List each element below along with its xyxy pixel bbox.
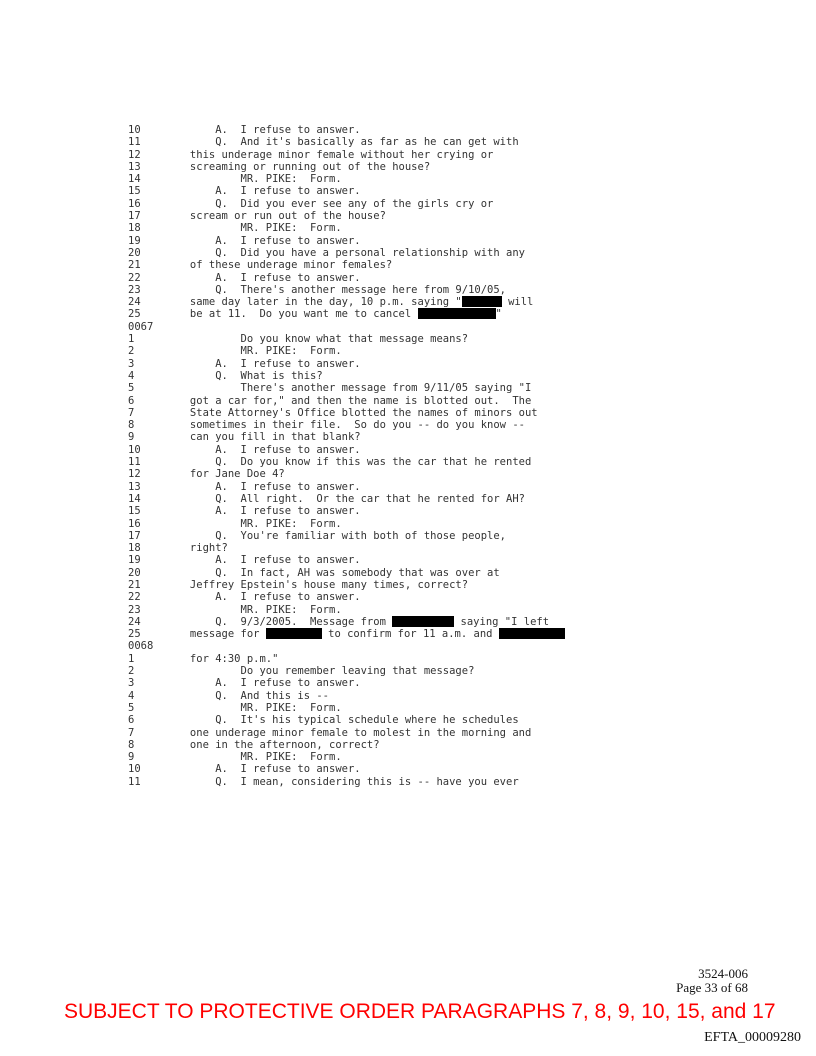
line-number: 19 [128,234,141,247]
line-text: There's another message from 9/11/05 saying "I [152,382,532,395]
transcript-line [128,272,728,284]
transcript-line [128,321,728,333]
transcript-line [128,296,728,308]
transcript-line [128,616,728,628]
transcript-line [128,395,728,407]
line-number: 10 [128,124,141,136]
line-text: Jeffrey Epstein's house many times, correct? [152,578,469,591]
line-number: 12 [128,468,141,481]
line-number: 25 [128,308,141,321]
line-number: 8 [128,738,135,751]
redaction-box [392,616,454,627]
line-text-continued: " [495,308,502,321]
transcript-line [128,702,728,714]
line-number: 17 [128,210,141,223]
bates-number: EFTA_00009280 [704,1030,801,1045]
transcript-line [128,259,728,271]
transcript-line [128,161,728,173]
line-text: Q. There's another message here from 9/10/05, [152,283,507,296]
transcript-line [128,530,728,542]
transcript-line [128,751,728,763]
transcript-line [128,567,728,579]
line-text: for 4:30 p.m." [152,652,279,665]
transcript-line [128,579,728,591]
line-number: 1 [128,652,135,665]
line-number: 24 [128,296,141,309]
line-text-continued: saying "I left [454,615,550,628]
line-number: 1 [128,333,135,346]
line-number: 6 [128,394,135,407]
transcript-line [128,358,728,370]
transcript-line [128,628,728,640]
line-text-continued: will [501,296,534,309]
line-text: one underage minor female to molest in the morning and [152,726,532,739]
transcript-line [128,431,728,443]
line-number: 9 [128,431,135,444]
line-text: A. I refuse to answer. [152,443,361,456]
transcript-line [128,640,728,652]
line-number: 16 [128,197,141,210]
line-number: 10 [128,763,141,776]
line-number: 20 [128,566,141,579]
line-number: 8 [128,419,135,432]
transcript-line [128,665,728,677]
transcript-line [128,284,728,296]
line-text: A. I refuse to answer. [152,185,361,198]
line-text: A. I refuse to answer. [152,357,361,370]
line-number: 21 [128,578,141,591]
line-number: 4 [128,689,135,702]
line-text: got a car for," and then the name is blotted out. The [152,394,532,407]
redaction-box [499,628,565,639]
line-text: can you fill in that blank? [152,431,361,444]
line-text: Q. 9/3/2005. Message from [152,615,393,628]
line-text-continued: to confirm for 11 a.m. and [321,628,499,641]
line-number: 5 [128,701,135,714]
transcript-line [128,382,728,394]
line-number: 22 [128,591,141,604]
line-number: 10 [128,443,141,456]
transcript-line [128,518,728,530]
line-text: this underage minor female without her crying or [152,148,494,161]
line-text: A. I refuse to answer. [152,234,361,247]
line-text: MR. PIKE: Form. [152,173,342,186]
transcript-line [128,185,728,197]
transcript-line [128,333,728,345]
line-number: 4 [128,369,135,382]
transcript-line [128,776,728,788]
transcript-line [128,247,728,259]
line-number: 3 [128,677,135,690]
transcript-line [128,727,728,739]
transcript-line [128,468,728,480]
redaction-box [462,296,502,307]
line-text: Do you know what that message means? [152,333,469,346]
transcript-line [128,505,728,517]
line-number: 18 [128,222,141,235]
document-id-block [676,967,748,995]
line-text: MR. PIKE: Form. [152,751,342,764]
line-text: Q. Did you ever see any of the girls cry or [152,197,494,210]
page-counter: Page 33 of 68 [676,980,748,995]
line-number: 12 [128,148,141,161]
line-text: message for [152,628,266,641]
line-number: 0067 [128,320,154,333]
line-text: screaming or running out of the house? [152,160,431,173]
transcript-line [128,370,728,382]
transcript-line [128,419,728,431]
line-text: MR. PIKE: Form. [152,345,342,358]
protective-order-notice: SUBJECT TO PROTECTIVE ORDER PARAGRAPHS 7, 8, 9, 10, 15, and 17 [64,1000,776,1023]
transcript-line [128,444,728,456]
line-text: of these underage minor females? [152,259,393,272]
line-text: Q. I mean, considering this is -- have you ever [152,775,519,788]
transcript-line [128,124,728,136]
transcript-body [128,124,728,788]
line-number: 20 [128,246,141,259]
line-text: MR. PIKE: Form. [152,222,342,235]
line-number: 15 [128,185,141,198]
line-number: 23 [128,283,141,296]
line-text: Q. Did you have a personal relationship with any [152,246,525,259]
redaction-box [418,308,496,319]
line-number: 17 [128,529,141,542]
line-text: State Attorney's Office blotted the names of minors out [152,406,538,419]
transcript-line [128,763,728,775]
line-number: 13 [128,160,141,173]
transcript-line [128,653,728,665]
line-number: 23 [128,603,141,616]
line-number: 11 [128,775,141,788]
transcript-line [128,677,728,689]
transcript-line [128,407,728,419]
line-text: Q. And this is -- [152,689,330,702]
redaction-box [266,628,322,639]
transcript-line [128,481,728,493]
line-number: 16 [128,517,141,530]
line-number: 14 [128,173,141,186]
transcript-line [128,690,728,702]
line-number: 25 [128,628,141,641]
line-text: Q. In fact, AH was somebody that was over at [152,566,500,579]
line-text: Do you remember leaving that message? [152,665,475,678]
transcript-line [128,493,728,505]
transcript-line [128,604,728,616]
line-text: A. I refuse to answer. [152,677,361,690]
line-text: Q. You're familiar with both of those people, [152,529,507,542]
line-text: Q. It's his typical schedule where he schedules [152,714,519,727]
line-number: 3 [128,357,135,370]
transcript-line [128,136,728,148]
line-text: be at 11. Do you want me to cancel [152,308,418,321]
line-text: Q. And it's basically as far as he can get with [152,136,519,149]
line-text: same day later in the day, 10 p.m. saying " [152,296,462,309]
line-text: scream or run out of the house? [152,210,386,223]
line-number: 9 [128,751,135,764]
transcript-line [128,308,728,320]
transcript-line [128,345,728,357]
line-text: one in the afternoon, correct? [152,738,380,751]
line-number: 13 [128,480,141,493]
line-number: 22 [128,271,141,284]
transcript-line [128,591,728,603]
document-number: 3524-006 [698,966,748,981]
line-number: 2 [128,665,135,678]
line-text: MR. PIKE: Form. [152,701,342,714]
line-number: 2 [128,345,135,358]
line-text: A. I refuse to answer. [152,763,361,776]
line-text: Q. All right. Or the car that he rented for AH? [152,492,525,505]
line-text: Q. Do you know if this was the car that he rented [152,456,532,469]
line-text: A. I refuse to answer. [152,124,361,136]
line-number: 7 [128,406,135,419]
line-number: 14 [128,492,141,505]
line-text: for Jane Doe 4? [152,468,285,481]
transcript-line [128,222,728,234]
line-text: MR. PIKE: Form. [152,603,342,616]
line-number: 0068 [128,640,154,653]
transcript-line [128,149,728,161]
line-text: A. I refuse to answer. [152,480,361,493]
line-number: 11 [128,456,141,469]
transcript-line [128,554,728,566]
line-text: MR. PIKE: Form. [152,517,342,530]
line-number: 21 [128,259,141,272]
transcript-line [128,235,728,247]
line-number: 7 [128,726,135,739]
line-number: 6 [128,714,135,727]
transcript-line [128,739,728,751]
line-number: 18 [128,542,141,555]
line-number: 11 [128,136,141,149]
transcript-line [128,210,728,222]
line-number: 5 [128,382,135,395]
line-text: A. I refuse to answer. [152,591,361,604]
line-text: Q. What is this? [152,369,323,382]
transcript-line [128,173,728,185]
line-number: 19 [128,554,141,567]
transcript-line [128,456,728,468]
transcript-line [128,198,728,210]
line-text: A. I refuse to answer. [152,271,361,284]
line-text: A. I refuse to answer. [152,554,361,567]
line-number: 15 [128,505,141,518]
line-text: sometimes in their file. So do you -- do you know -- [152,419,525,432]
line-text: A. I refuse to answer. [152,505,361,518]
transcript-line [128,542,728,554]
line-number: 24 [128,615,141,628]
transcript-line [128,714,728,726]
line-text: right? [152,542,228,555]
